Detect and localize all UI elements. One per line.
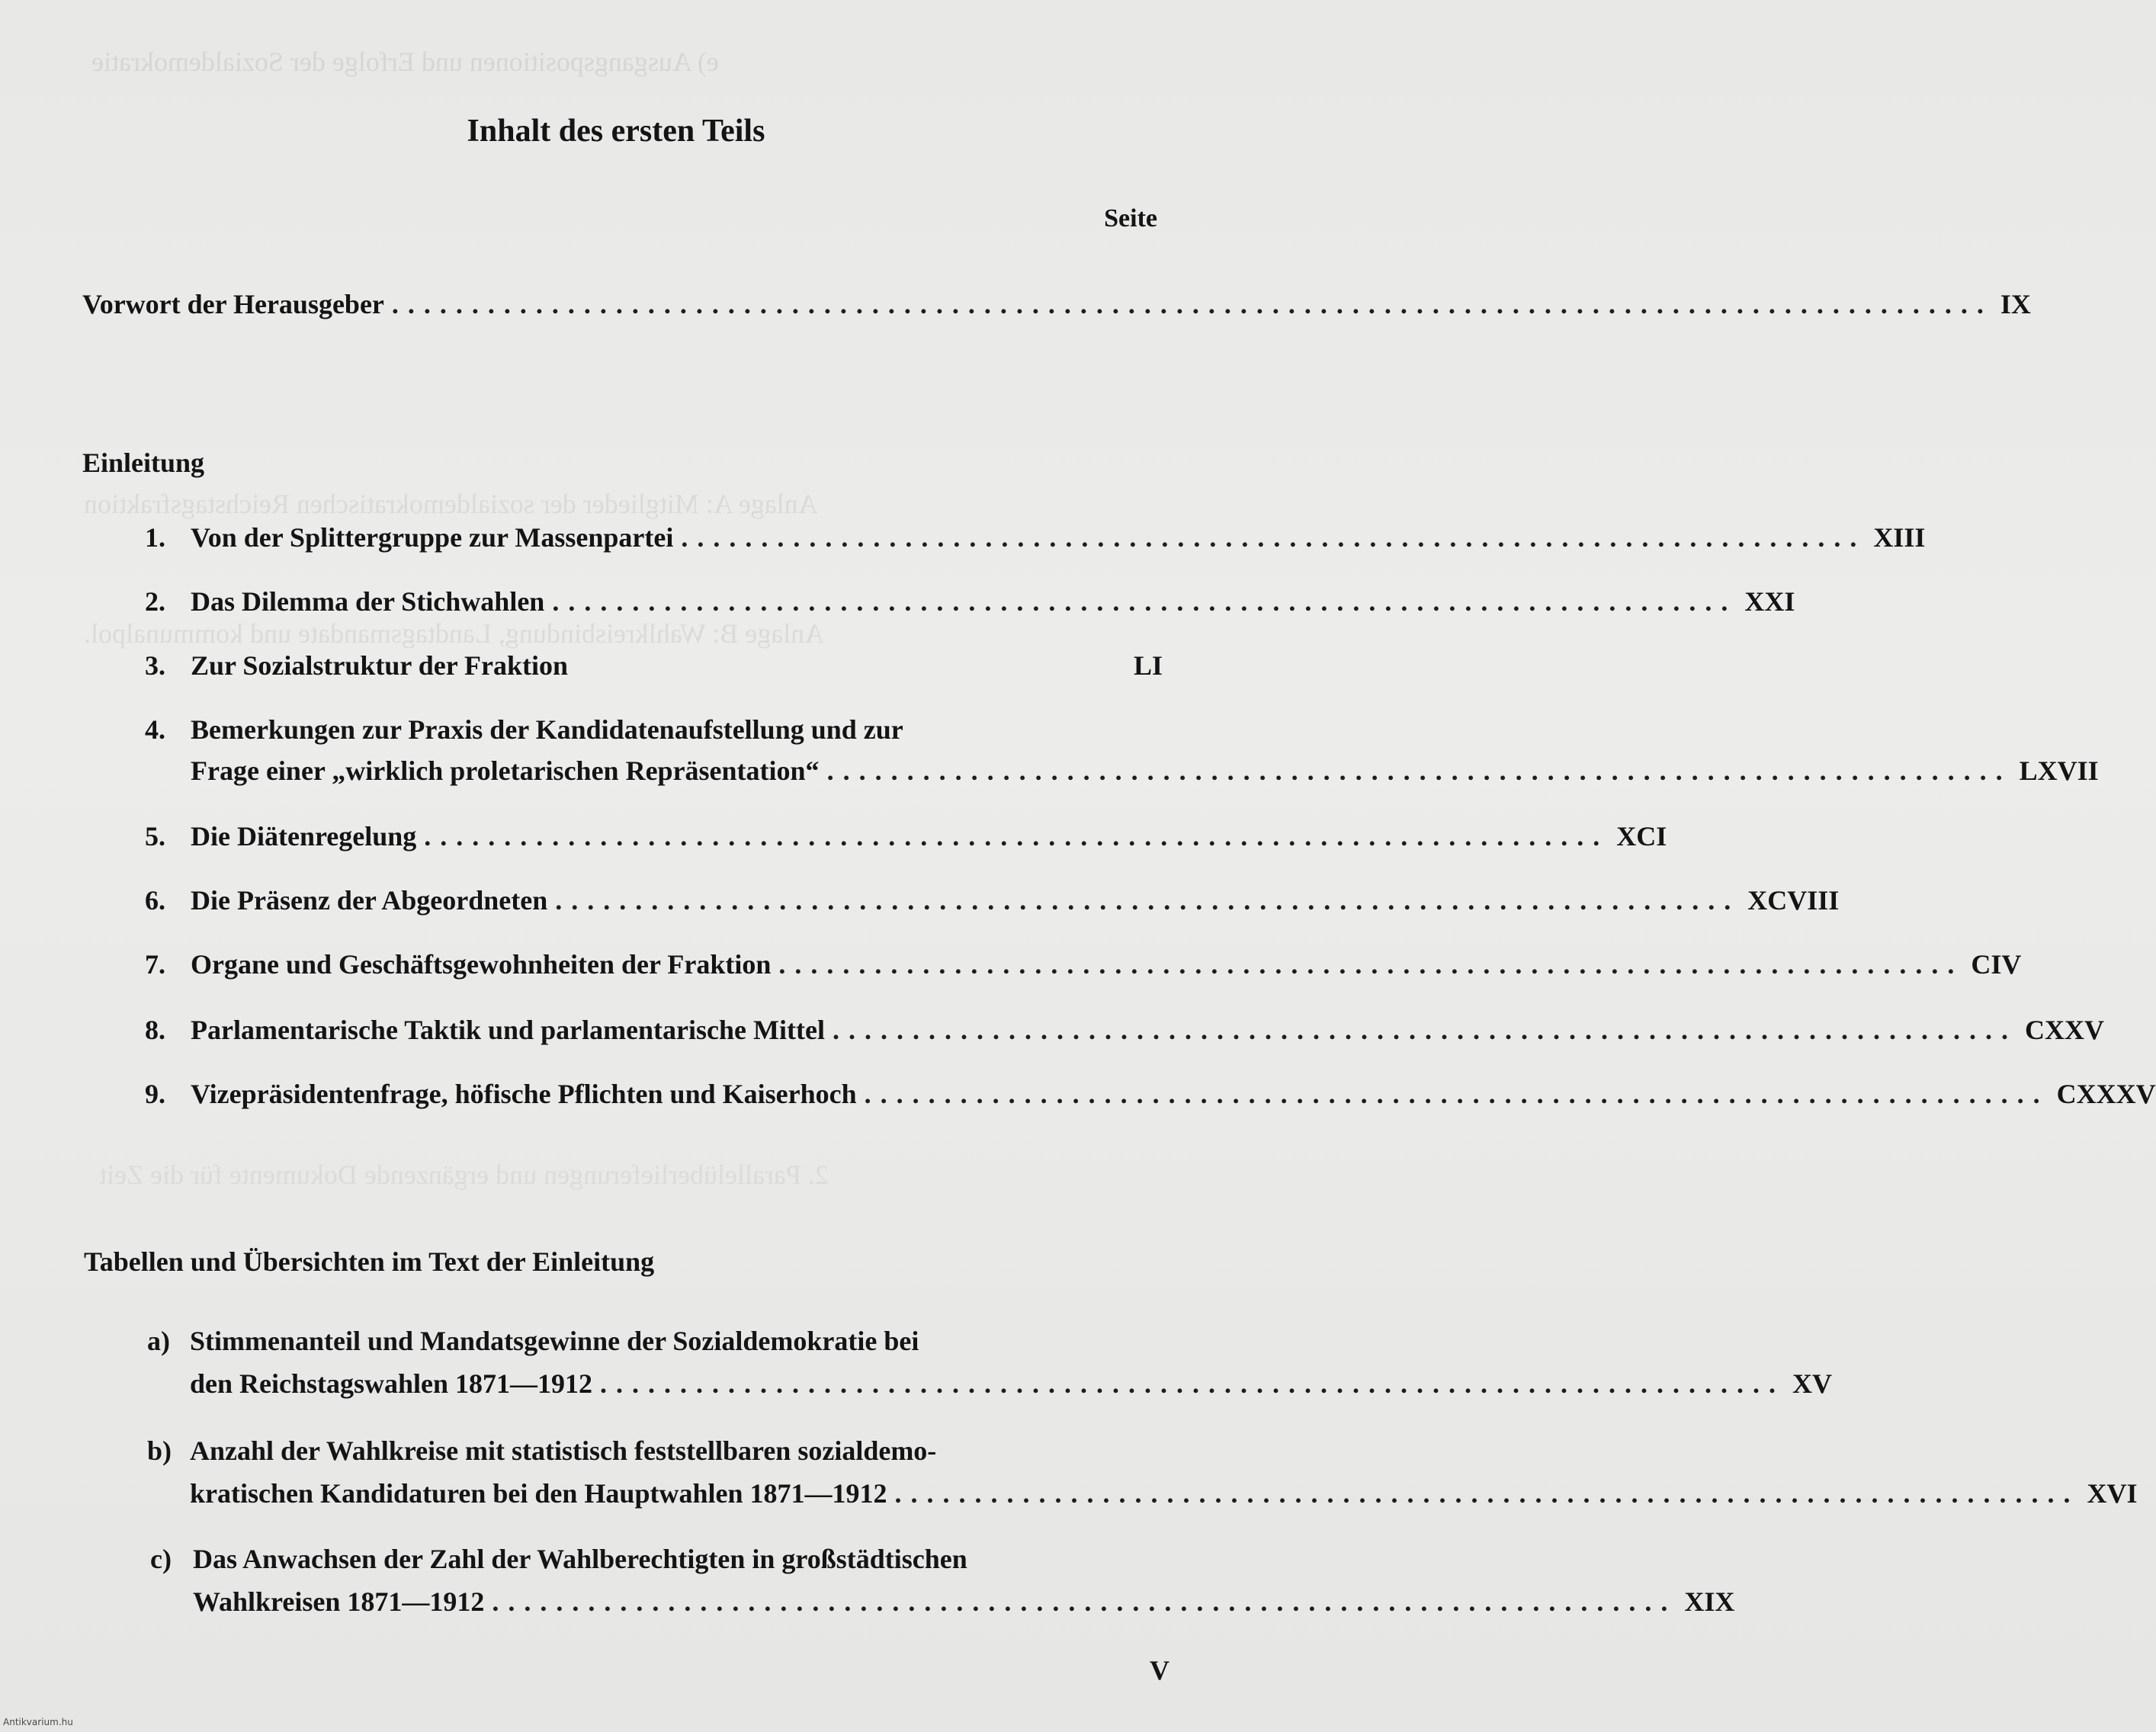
section-title-introduction: Einleitung — [82, 447, 205, 478]
toc-entry-number: 6. — [145, 885, 165, 916]
toc-entry[interactable] — [190, 1477, 2138, 1509]
toc-entry-label-line1 — [147, 1435, 936, 1467]
dot-leader: .......................................................................... — [894, 1478, 2080, 1509]
toc-page-number: XCI — [1616, 821, 1667, 852]
toc-entry[interactable] — [145, 820, 1667, 852]
dot-leader: .......................................................................... — [600, 1368, 1785, 1399]
toc-page-number: XV — [1792, 1368, 1833, 1399]
toc-entry-number: a) — [147, 1326, 170, 1356]
toc-entry-label: den Reichstagswahlen 1871—1912 — [190, 1368, 593, 1399]
toc-page-number: XCVIII — [1747, 885, 1840, 916]
toc-entry-number: b) — [147, 1435, 172, 1466]
toc-entry-label: Vorwort der Herausgeber — [82, 289, 384, 319]
toc-entry-number: c) — [150, 1544, 172, 1574]
toc-page-number: XIII — [1873, 522, 1926, 553]
show-through-text: e) Ausgangspositionen und Erfolge der Sozialdemokratie — [91, 47, 719, 77]
toc-entry-label-line1 — [145, 714, 903, 746]
toc-entry[interactable] — [191, 755, 2099, 787]
toc-entry[interactable] — [145, 650, 1163, 682]
toc-entry-label: Das Dilemma der Stichwahlen — [191, 586, 545, 617]
section-title-tables: Tabellen und Übersichten im Text der Einleitung — [84, 1246, 655, 1277]
toc-entry-label-line1 — [150, 1543, 967, 1575]
toc-entry-label: Die Diätenregelung — [191, 821, 417, 852]
toc-entry-label: Das Anwachsen der Zahl der Wahlberechtigten in großstädtischen — [193, 1544, 967, 1574]
toc-entry-number: 4. — [145, 714, 165, 745]
watermark: Antikvarium.hu — [3, 1717, 73, 1727]
toc-entry-label: kratischen Kandidaturen bei den Hauptwahlen 1871—1912 — [190, 1478, 887, 1509]
toc-entry-label: Parlamentarische Taktik und parlamentarische Mittel — [191, 1015, 825, 1045]
toc-entry-label: Stimmenanteil und Mandatsgewinne der Sozialdemokratie bei — [190, 1326, 919, 1356]
show-through-text: 2. Parallelüberlieferungen und ergänzende Dokumente für die Zeit — [99, 1159, 829, 1190]
toc-entry-label: Vizepräsidentenfrage, höfische Pflichten und Kaiserhoch — [191, 1079, 857, 1109]
toc-entry-number: 3. — [145, 650, 165, 681]
toc-entry-number: 5. — [145, 821, 165, 852]
toc-page-number: CXXV — [2024, 1015, 2104, 1045]
toc-page-number: CIV — [1971, 949, 2022, 980]
toc-page-number: XVI — [2087, 1478, 2138, 1509]
dot-leader: .......................................................................... — [681, 522, 1866, 553]
toc-entry[interactable] — [145, 948, 2022, 980]
toc-entry[interactable] — [145, 1014, 2104, 1046]
toc-entry-number: 8. — [145, 1015, 165, 1045]
page-title: Inhalt des ersten Teils — [467, 114, 765, 149]
toc-page-number: LXVII — [2019, 755, 2099, 786]
column-header-page: Seite — [1104, 204, 1157, 233]
show-through-text: Anlage B: Wahlkreisbindung, Landtagsmandate und kommunalpol. — [84, 618, 825, 649]
toc-entry[interactable] — [145, 884, 1840, 916]
toc-entry-label: Anzahl der Wahlkreise mit statistisch feststellbaren sozialdemo- — [190, 1435, 937, 1466]
toc-page-number: CXXXV — [2056, 1079, 2156, 1109]
dot-leader: .................................................................................................... — [391, 289, 1993, 319]
dot-leader: .......................................................................... — [424, 821, 1609, 852]
toc-entry-label: Organe und Geschäftsgewohnheiten der Fraktion — [191, 949, 772, 980]
dot-leader: .......................................................................... — [555, 885, 1741, 916]
show-through-text: Anlage A: Mitglieder der sozialdemokratischen Reichstagsfraktion — [84, 489, 818, 519]
toc-entry-label-line1 — [147, 1325, 919, 1357]
toc-entry-number: 2. — [145, 586, 165, 617]
dot-leader: .......................................................................... — [492, 1586, 1677, 1617]
toc-entry-number: 7. — [145, 949, 165, 980]
toc-entry-label: Frage einer „wirklich proletarischen Repräsentation“ — [191, 755, 820, 786]
toc-entry[interactable] — [145, 585, 1795, 617]
toc-page-number: XXI — [1744, 586, 1795, 617]
toc-entry[interactable] — [190, 1368, 1833, 1400]
toc-entry-number: 1. — [145, 522, 165, 553]
toc-entry-label: Zur Sozialstruktur der Fraktion — [191, 650, 569, 681]
toc-entry-number: 9. — [145, 1079, 165, 1109]
toc-page-number: LI — [1133, 650, 1163, 681]
toc-entry-label: Von der Splittergruppe zur Massenpartei — [191, 522, 674, 553]
toc-entry-preface[interactable] — [82, 288, 2031, 320]
toc-entry[interactable] — [145, 521, 1926, 553]
toc-entry-label: Die Präsenz der Abgeordneten — [191, 885, 548, 916]
toc-page-number: IX — [2000, 289, 2031, 319]
page-number: V — [1150, 1655, 1169, 1685]
toc-entry-label: Bemerkungen zur Praxis der Kandidatenaufstellung und zur — [191, 714, 903, 745]
dot-leader: .......................................................................... — [864, 1079, 2049, 1109]
dot-leader: .......................................................................... — [552, 586, 1737, 617]
toc-entry[interactable] — [145, 1078, 2156, 1110]
toc-entry-label: Wahlkreisen 1871—1912 — [193, 1586, 485, 1617]
dot-leader: .......................................................................... — [826, 755, 2012, 786]
toc-page-number: XIX — [1684, 1586, 1735, 1617]
dot-leader: .......................................................................... — [832, 1015, 2017, 1045]
toc-entry[interactable] — [193, 1586, 1735, 1618]
dot-leader: .......................................................................... — [778, 949, 1964, 980]
